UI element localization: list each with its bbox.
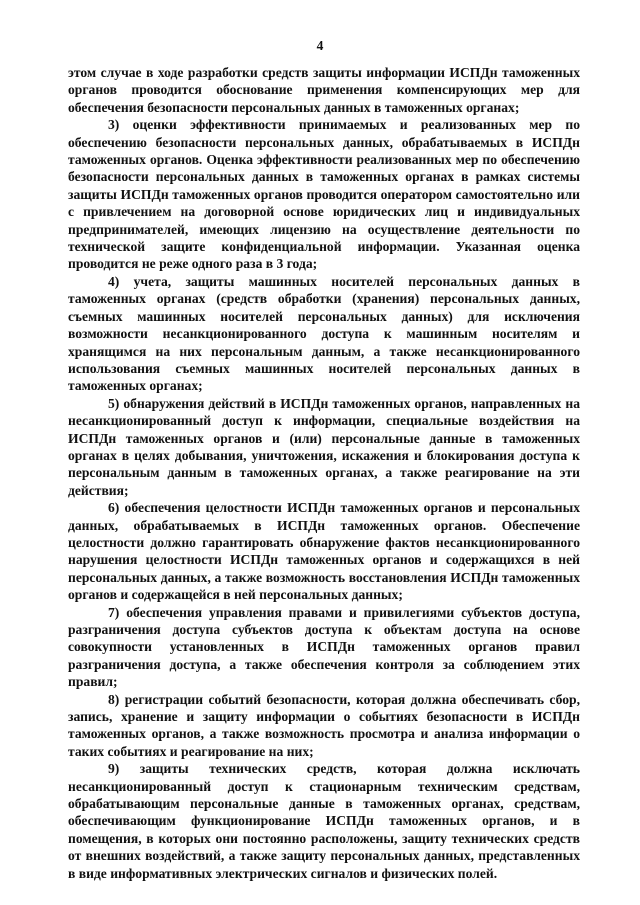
- document-body: [68, 64, 580, 882]
- paragraph-item-9: 9) защиты технических средств, которая должна исключать несанкционированный доступ к стационарным техническим средствам, обрабатывающим персональные данные в таможенных органах, средствам, обеспечивающим функционирование ИСПДн таможенных органов, и в помещения, в которых они постоянно расположены, защиту технических средств от внешних воздействий, а также защиту персональных данных, представленных в виде информативных электрических сигналов и физических полей.: [68, 761, 580, 881]
- paragraph-item-3: 3) оценки эффективности принимаемых и реализованных мер по обеспечению безопасности персональных данных, обрабатываемых в ИСПДн таможенных органов. Оценка эффективности реализованных мер по обеспечению безопасности персональных данных в таможенных органах в рамках системы защиты ИСПДн таможенных органов проводится оператором самостоятельно или с привлечением на договорной основе юридических лиц и индивидуальных предпринимателей, имеющих лицензию на осуществление деятельности по технической защите конфиденциальной информации. Указанная оценка проводится не реже одного раза в 3 года;: [68, 117, 580, 272]
- page-number: 4: [316, 38, 324, 53]
- paragraph-item-5: 5) обнаружения действий в ИСПДн таможенных органов, направленных на несанкционированный доступ к информации, специальные воздействия на ИСПДн таможенных органов и (или) персональные данные в таможенных органах в целях добывания, уничтожения, искажения и блокирования доступа к персональным данным в таможенных органах, а также реагирование на эти действия;: [68, 395, 580, 498]
- paragraph-item-4: 4) учета, защиты машинных носителей персональных данных в таможенных органах (средств обработки (хранения) персональных данных, съемных машинных носителей персональных данных) для исключения возможности несанкционированного доступа к машинным носителям и хранящимся на них персональным данным, а также несанкционированного использования съемных машинных носителей персональных данных в таможенных органах;: [68, 273, 580, 394]
- paragraph-continuation: этом случае в ходе разработки средств защиты информации ИСПДн таможенных органов проводится обоснование применения компенсирующих мер для обеспечения безопасности персональных данных в таможенных органах;: [68, 65, 580, 115]
- paragraph-item-8: 8) регистрации событий безопасности, которая должна обеспечивать сбор, запись, хранение и защиту информации о событиях безопасности в ИСПДн таможенных органов, а также возможность просмотра и анализа информации о таких событиях и реагирование на них;: [68, 691, 580, 759]
- paragraph-item-6: 6) обеспечения целостности ИСПДн таможенных органов и персональных данных, обрабатываемых в ИСПДн таможенных органов. Обеспечение целостности должно гарантировать обнаружение фактов несанкционированного нарушения целостности ИСПДн таможенных органов и содержащихся в ней персональных данных, а также возможность восстановления ИСПДн таможенных органов и содержащейся в ней персональных данных;: [68, 500, 580, 603]
- paragraph-item-7: 7) обеспечения управления правами и привилегиями субъектов доступа, разграничения доступа субъектов доступа к объектам доступа на основе совокупности установленных в ИСПДн таможенных органов правил разграничения доступа, а также обеспечения контроля за соблюдением этих правил;: [68, 604, 580, 690]
